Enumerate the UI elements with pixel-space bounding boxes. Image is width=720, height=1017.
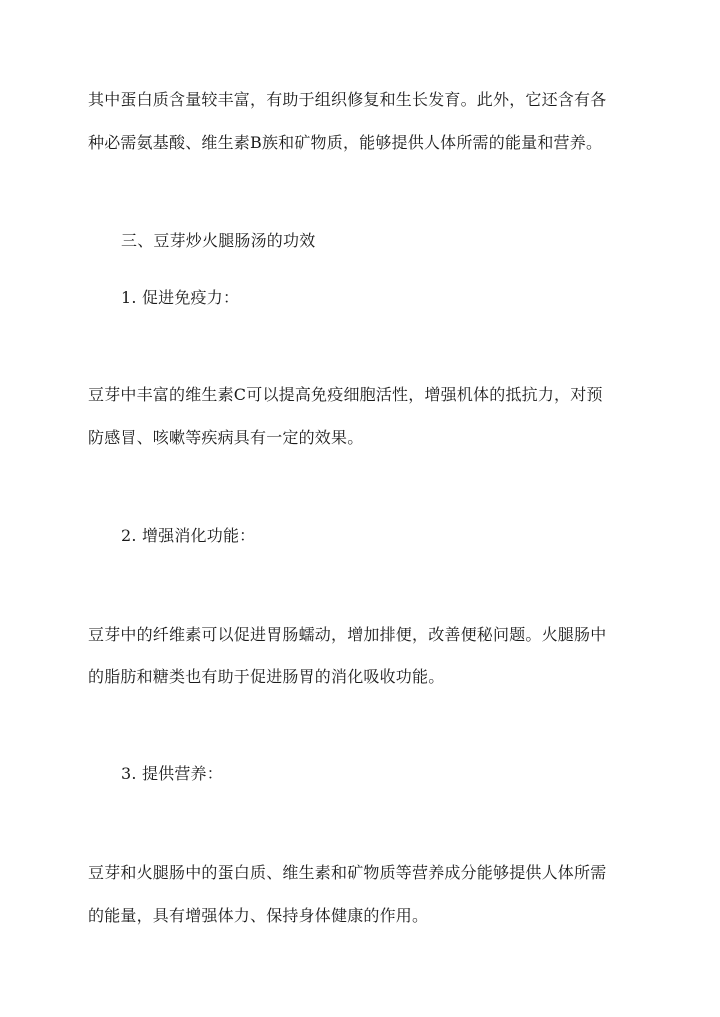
section-heading: 三、豆芽炒火腿肠汤的功效 [121,231,316,250]
item-3-paragraph-line-1: 豆芽和火腿肠中的蛋白质、维生素和矿物质等营养成分能够提供人体所需 [88,863,607,882]
item-2-paragraph-line-1: 豆芽中的纤维素可以促进胃肠蠕动，增加排便，改善便秘问题。火腿肠中 [88,625,607,644]
item-1-paragraph-line-1: 豆芽中丰富的维生素C可以提高免疫细胞活性，增强机体的抵抗力，对预 [88,385,603,404]
item-1-heading: 1. 促进免疫力： [121,288,240,307]
intro-paragraph-line-2: 种必需氨基酸、维生素B族和矿物质，能够提供人体所需的能量和营养。 [88,133,603,152]
item-3-heading: 3. 提供营养： [121,764,223,783]
item-2-heading: 2. 增强消化功能： [121,526,256,545]
item-1-paragraph-line-2: 防感冒、咳嗽等疾病具有一定的效果。 [88,428,364,447]
item-2-paragraph-line-2: 的脂肪和糖类也有助于促进肠胃的消化吸收功能。 [88,667,445,686]
item-3-paragraph-line-2: 的能量，具有增强体力、保持身体健康的作用。 [88,906,429,925]
intro-paragraph-line-1: 其中蛋白质含量较丰富，有助于组织修复和生长发育。此外，它还含有各 [88,90,607,109]
